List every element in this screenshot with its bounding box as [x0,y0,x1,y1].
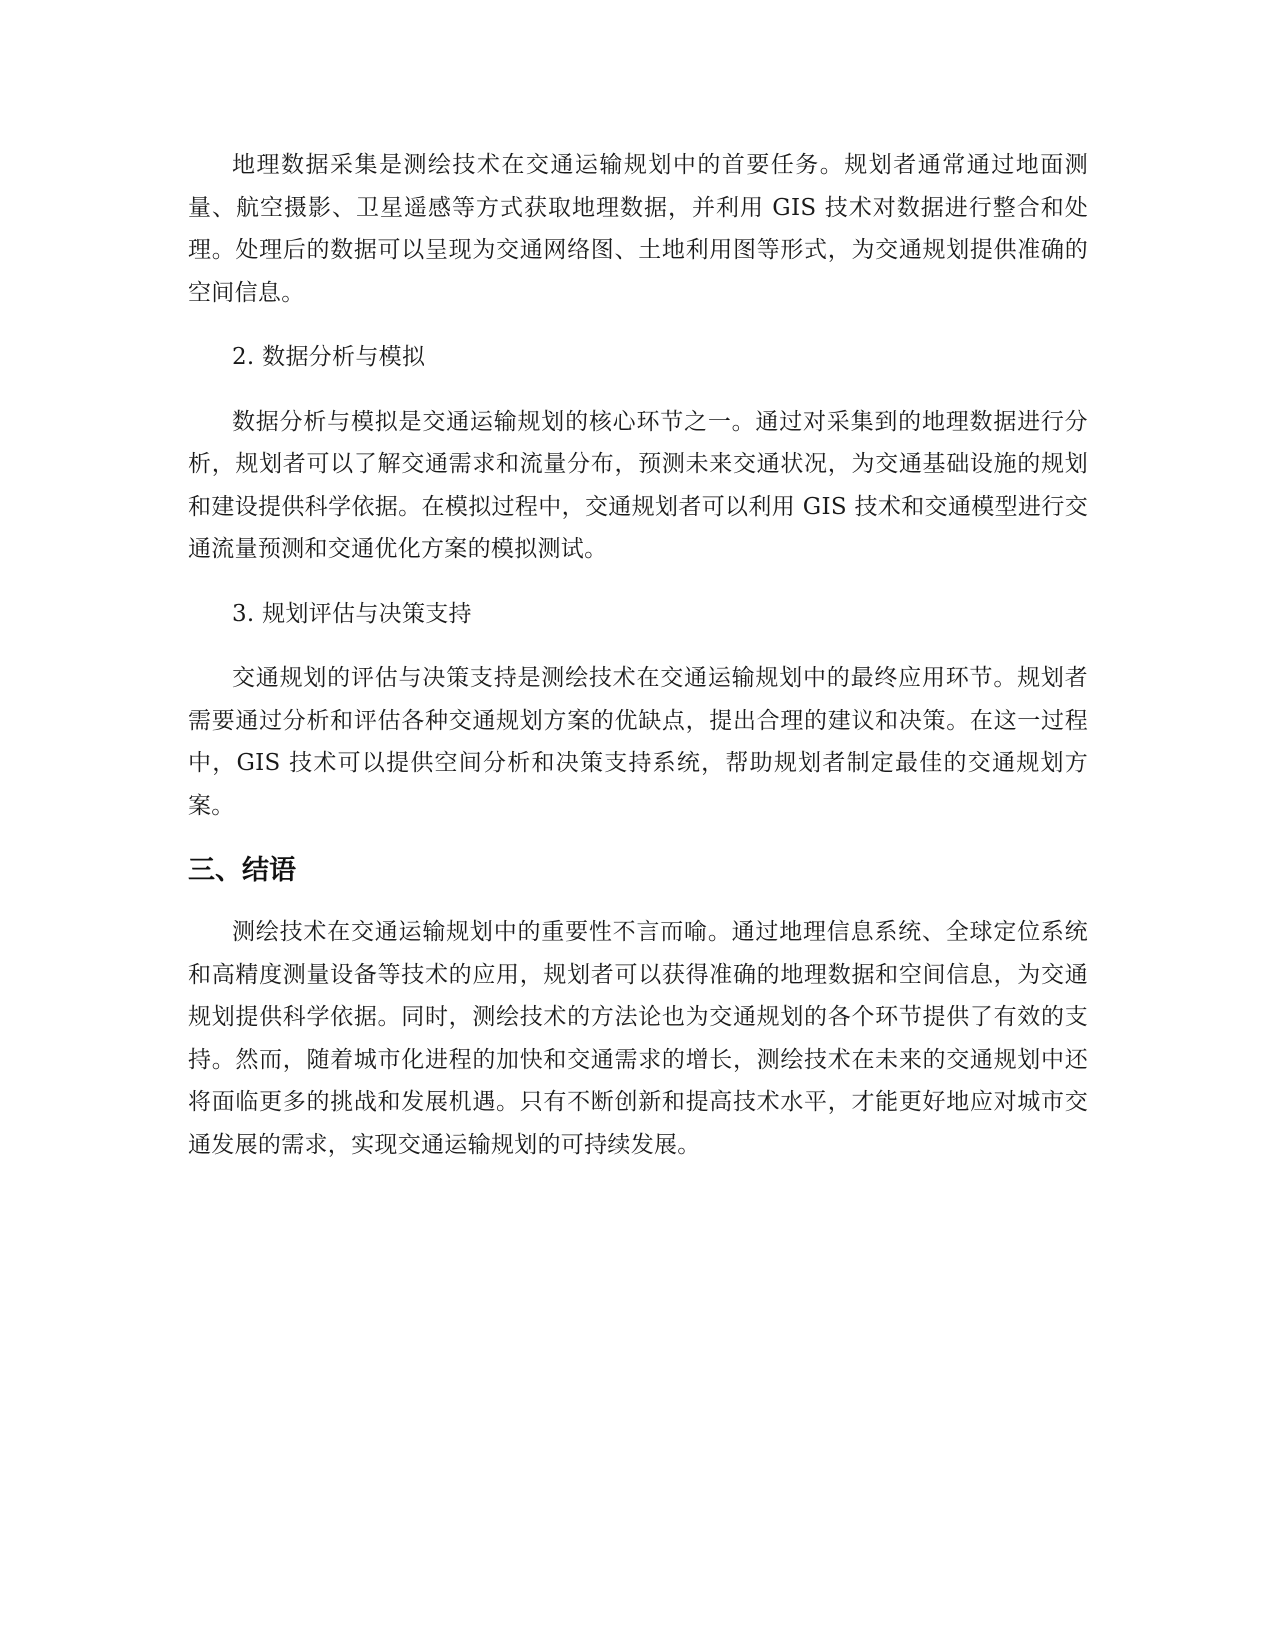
paragraph-evaluation: 交通规划的评估与决策支持是测绘技术在交通运输规划中的最终应用环节。规划者需要通过分析和评估各种交通规划方案的优缺点，提出合理的建议和决策。在这一过程中，GIS 技术可以提供空间分析和决策支持系统，帮助规划者制定最佳的交通规划方案。 [188,665,1088,819]
paragraph-data-analysis: 数据分析与模拟是交通运输规划的核心环节之一。通过对采集到的地理数据进行分析，规划者可以了解交通需求和流量分布，预测未来交通状况，为交通基础设施的规划和建设提供科学依据。在模拟过程中，交通规划者可以利用 GIS 技术和交通模型进行交通流量预测和交通优化方案的模拟测试。 [188,408,1088,562]
subheading-evaluation: 3. 规划评估与决策支持 [232,600,472,627]
document-body [188,144,1088,1188]
subheading-data-analysis: 2. 数据分析与模拟 [232,344,426,370]
section-title-conclusion: 三、结语 [188,855,296,886]
paragraph-data-collection: 地理数据采集是测绘技术在交通运输规划中的首要任务。规划者通常通过地面测量、航空摄影、卫星遥感等方式获取地理数据，并利用 GIS 技术对数据进行整合和处理。处理后的数据可以呈现为交通网络图、土地利用图等形式，为交通规划提供准确的空间信息。 [188,152,1088,306]
paragraph-conclusion: 测绘技术在交通运输规划中的重要性不言而喻。通过地理信息系统、全球定位系统和高精度测量设备等技术的应用，规划者可以获得准确的地理数据和空间信息，为交通规划提供科学依据。同时，测绘技术的方法论也为交通规划的各个环节提供了有效的支持。然而，随着城市化进程的加快和交通需求的增长，测绘技术在未来的交通规划中还将面临更多的挑战和发展机遇。只有不断创新和提高技术水平，才能更好地应对城市交通发展的需求，实现交通运输规划的可持续发展。 [188,919,1088,1158]
